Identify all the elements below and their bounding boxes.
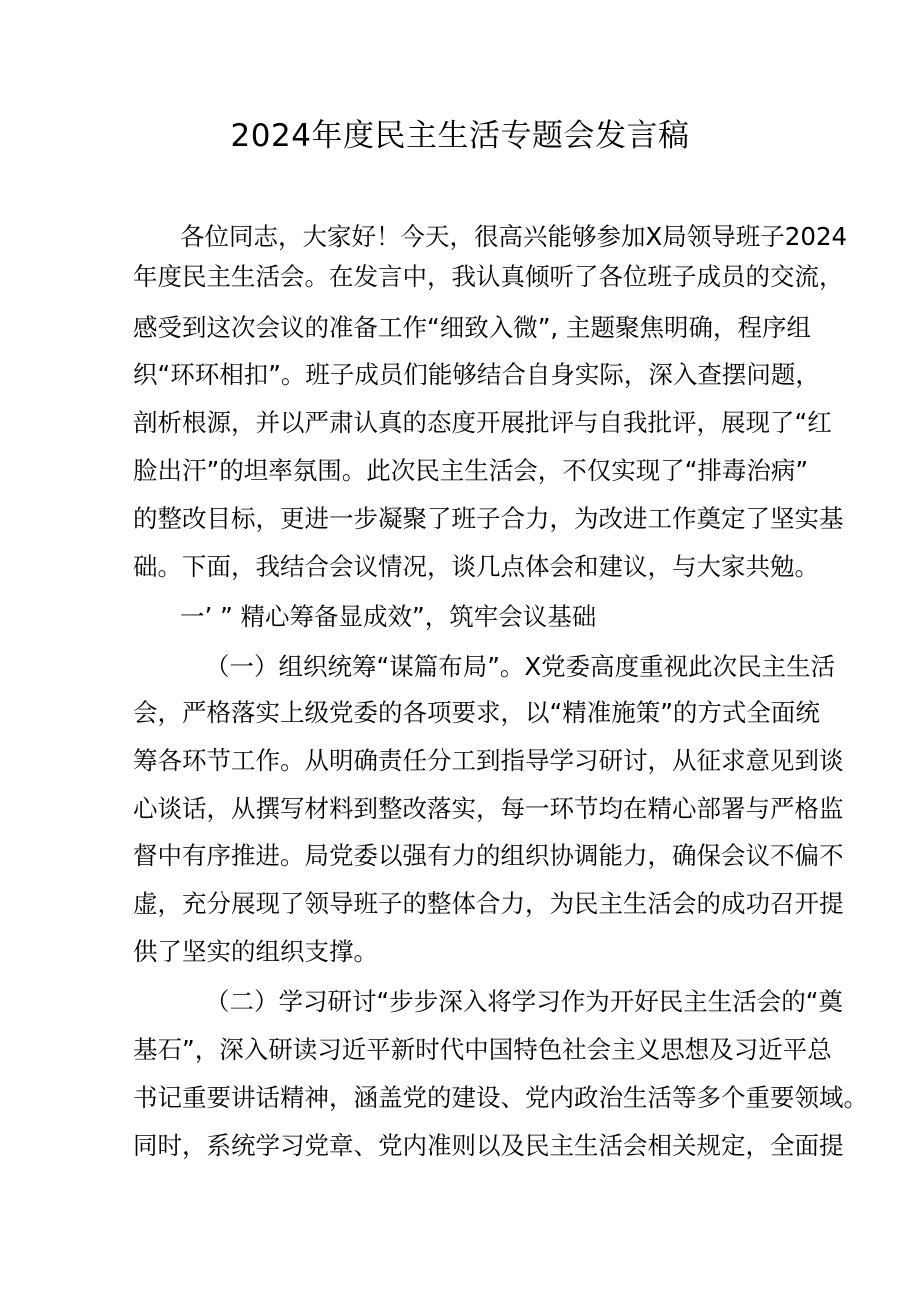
paragraph-line: 剖析根源，并以严肃认真的态度开展批评与自我批评，展现了“红 bbox=[133, 408, 832, 437]
paragraph-line: 督中有序推进。局党委以强有力的组织协调能力，确保会议不偏不 bbox=[133, 841, 844, 870]
paragraph-line: 供了坚实的组织支撑。 bbox=[133, 937, 378, 966]
paragraph-line: （一）组织统筹“谋篇布局”。X党委高度重视此次民主生活 bbox=[205, 652, 836, 681]
paragraph-line: 脸出汗”的坦率氛围。此次民主生活会，不仅实现了“排毒治病” bbox=[133, 456, 809, 485]
paragraph-line: 础。下面，我结合会议情况，谈几点体会和建议，与大家共勉。 bbox=[133, 552, 819, 581]
paragraph-line: 虚，充分展现了领导班子的整体合力，为民主生活会的成功召开提 bbox=[133, 889, 844, 918]
paragraph-line: 同时，系统学习党章、党内准则以及民主生活会相关规定，全面提 bbox=[133, 1131, 844, 1160]
paragraph-line: 心谈话，从撰写材料到整改落实，每一环节均在精心部署与严格监 bbox=[133, 794, 844, 823]
paragraph-line: 会，严格落实上级党委的各项要求，以“精准施策”的方式全面统 bbox=[133, 698, 820, 727]
paragraph-line: （二）学习研讨“步步深入将学习作为开好民主生活会的“奠 bbox=[205, 987, 843, 1016]
paragraph-line: 基石”，深入研读习近平新时代中国特色社会主义思想及习近平总 bbox=[133, 1035, 832, 1064]
paragraph-line: 筹各环节工作。从明确责任分工到指导学习研讨，从征求意见到谈 bbox=[133, 746, 844, 775]
paragraph-line: 织“环环相扣”。班子成员们能够结合自身实际，深入查摆问题， bbox=[133, 360, 820, 389]
paragraph-line: 的整改目标，更进一步凝聚了班子合力，为改进工作奠定了坚实基 bbox=[133, 504, 844, 533]
document-title: 2024年度民主生活专题会发言稿 bbox=[230, 118, 690, 154]
paragraph-line: 年度民主生活会。在发言中，我认真倾听了各位班子成员的交流， bbox=[133, 262, 844, 291]
paragraph-line: 各位同志，大家好！今天，很高兴能够参加X局领导班子2024 bbox=[180, 222, 848, 251]
paragraph-line: 感受到这次会议的准备工作“细致入微”, 主题聚焦明确，程序组 bbox=[133, 313, 811, 342]
section-heading: 一’ ” 精心筹备显成效”，筑牢会议基础 bbox=[180, 602, 597, 631]
paragraph-line: 书记重要讲话精神，涵盖党的建设、党内政治生活等多个重要领域。 bbox=[133, 1083, 868, 1112]
